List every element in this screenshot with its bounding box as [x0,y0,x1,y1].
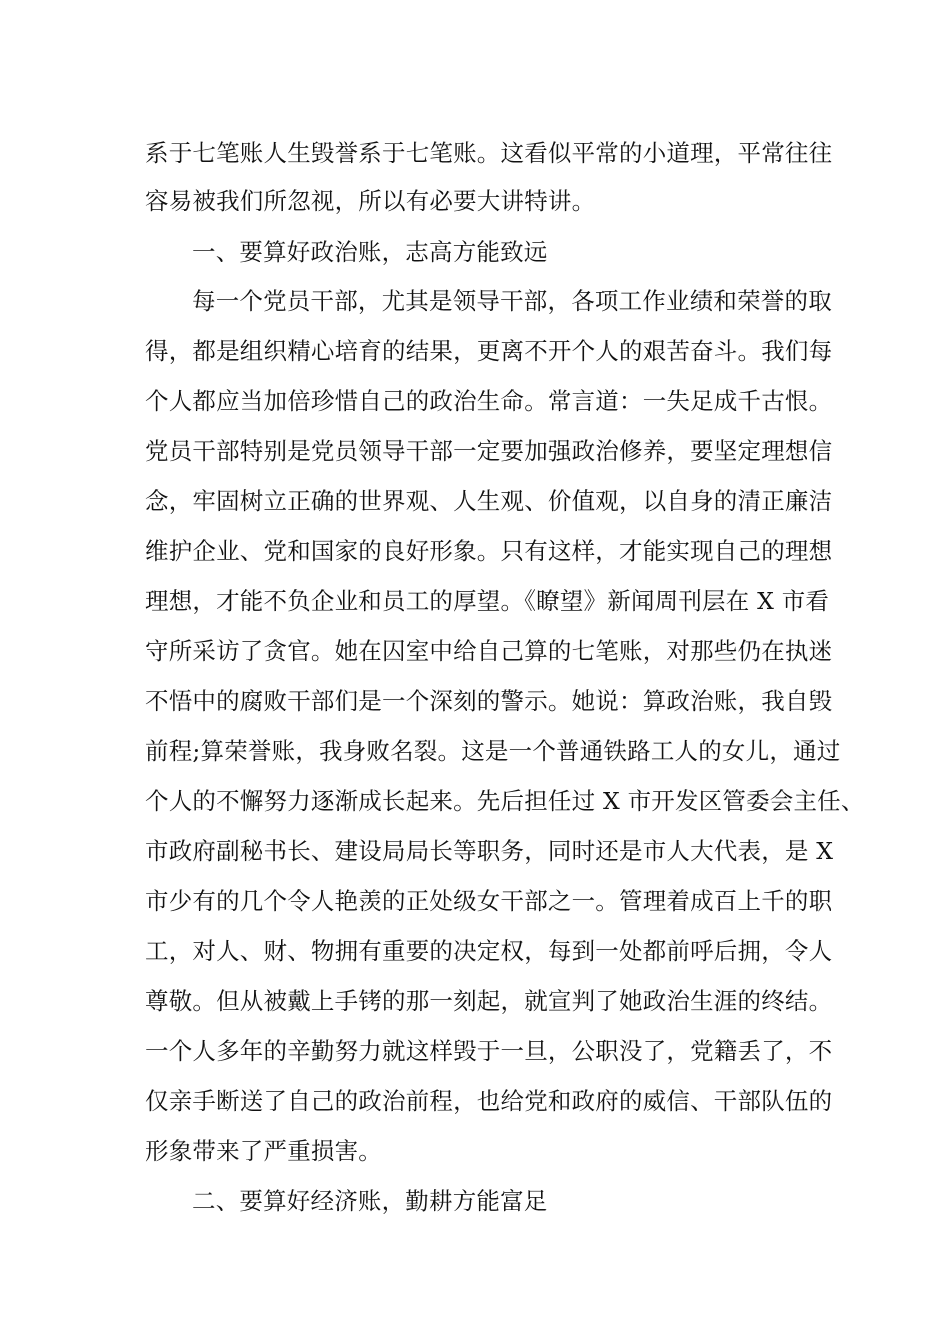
body-text-line: 容易被我们所忽视，所以有必要大讲特讲。 [145,187,596,215]
body-text-line: 市政府副秘书长、建设局局长等职务，同时还是市人大代表，是 X [145,837,834,865]
body-text-line: 工，对人、财、物拥有重要的决定权，每到一处都前呼后拥，令人 [145,937,833,965]
body-text-line: 理想，才能不负企业和员工的厚望。《瞭望》新闻周刊层在 X 市看 [145,587,830,615]
body-text-line: 前程;算荣誉账，我身败名裂。这是一个普通铁路工人的女儿，通过 [145,737,841,765]
body-text-line: 系于七笔账人生毁誉系于七笔账。这看似平常的小道理，平常往往 [145,139,833,167]
section-heading-1: 一、要算好政治账，志高方能致远 [192,238,548,266]
paragraph-first-line: 每一个党员干部，尤其是领导干部，各项工作业绩和荣誉的取 [192,287,832,315]
body-text-line: 念，牢固树立正确的世界观、人生观、价值观，以自身的清正廉洁 [145,487,833,515]
body-text-line: 维护企业、党和国家的良好形象。只有这样，才能实现自己的理想 [145,537,833,565]
body-text-line: 尊敬。但从被戴上手铐的那一刻起，就宣判了她政治生涯的终结。 [145,987,833,1015]
body-text-line: 形象带来了严重损害。 [145,1137,382,1165]
body-text-line: 个人都应当加倍珍惜自己的政治生命。常言道：一失足成千古恨。 [145,387,833,415]
body-text-line: 仅亲手断送了自己的政治前程，也给党和政府的威信、干部队伍的 [145,1087,833,1115]
body-text-line: 一个人多年的辛勤努力就这样毁于一旦，公职没了，党籍丢了，不 [145,1037,833,1065]
body-text-line: 守所采访了贪官。她在囚室中给自己算的七笔账，对那些仍在执迷 [145,637,833,665]
body-text-line: 个人的不懈努力逐渐成长起来。先后担任过 X 市开发区管委会主任、 [145,787,865,815]
body-text-line: 党员干部特别是党员领导干部一定要加强政治修养，要坚定理想信 [145,437,833,465]
body-text-line: 不悟中的腐败干部们是一个深刻的警示。她说：算政治账，我自毁 [145,687,833,715]
body-text-line: 得，都是组织精心培育的结果，更离不开个人的艰苦奋斗。我们每 [145,337,833,365]
section-heading-2: 二、要算好经济账，勤耕方能富足 [192,1187,548,1215]
body-text-line: 市少有的几个令人艳羡的正处级女干部之一。管理着成百上千的职 [145,887,833,915]
